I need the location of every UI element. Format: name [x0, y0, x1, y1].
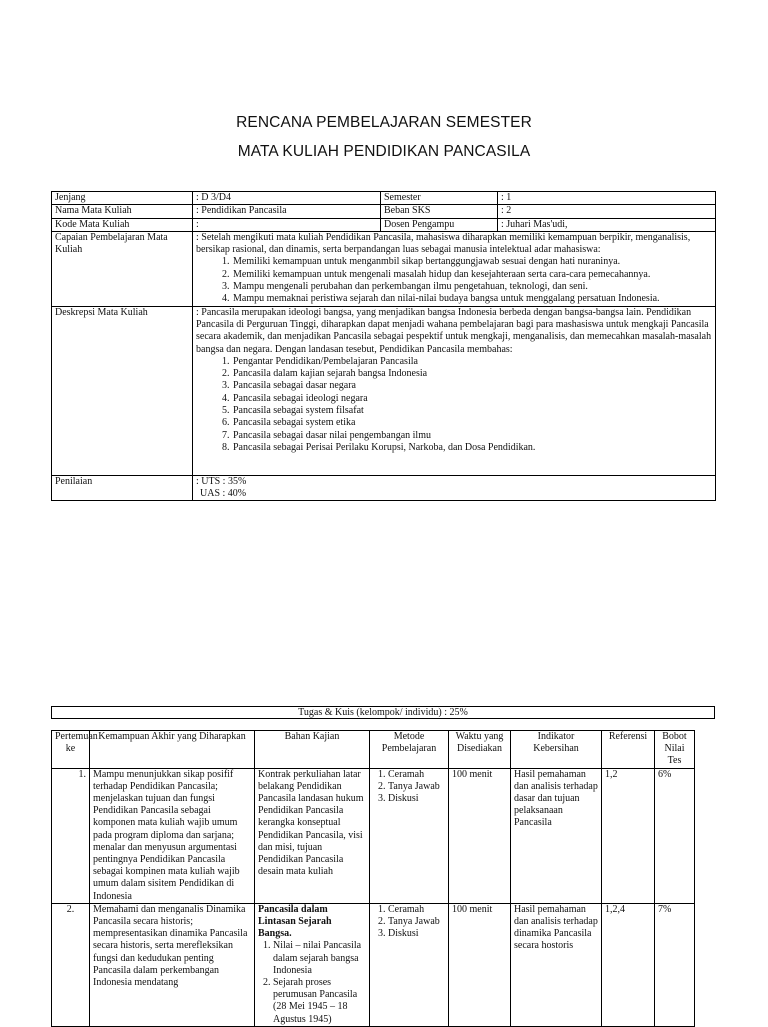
indikator-cell: Hasil pemahaman dan analisis terhadap dasar dan tujuan pelaksanaan Pancasila	[511, 768, 602, 903]
list-item: 3. Diskusi	[388, 928, 445, 940]
penilaian-uts: : UTS : 35%	[196, 475, 247, 487]
deskripsi-label: Deskrepsi Mata Kuliah	[52, 306, 193, 475]
col-header-pertemuan: Pertemuan ke	[52, 731, 90, 769]
list-item: 1. Pengantar Pendidikan/Pembelajaran Pancasila	[232, 356, 712, 368]
referensi-cell: 1,2,4	[602, 903, 655, 1026]
table-row	[52, 768, 695, 903]
list-item: 4. Pancasila sebagai ideologi negara	[232, 393, 712, 405]
beban-value: : 2	[498, 205, 716, 218]
table-row	[52, 903, 695, 1026]
list-item: 7. Pancasila sebagai dasar nilai pengembangan ilmu	[232, 430, 712, 442]
course-info-table	[51, 191, 716, 501]
kemampuan-cell: Mampu menunjukkan sikap posifif terhadap Pendidikan Pancasila; menjelaskan tujuan dan fungsi Pendidikan Pancasila sebagai komponen mata kuliah wajib umum pada program diploma dan sarjana; menalar dan menyusun argumentasi pentingnya Pendidikan Pancasila sebagai kompinen mata kuliah wajib umum dalam sisitem Pendidikan di Indonesia	[90, 768, 255, 903]
col-header-kemampuan: Kemampuan Akhir yang Diharapkan	[90, 731, 255, 769]
penilaian-label: Penilaian	[52, 475, 193, 501]
row-nama	[52, 205, 716, 218]
waktu-cell: 100 menit	[449, 903, 511, 1026]
row-penilaian	[52, 475, 716, 501]
metode-list	[373, 904, 445, 941]
indikator-cell: Hasil pemahaman dan analisis terhadap dinamika Pancasila secara hostoris	[511, 903, 602, 1026]
table-header-row	[52, 731, 695, 769]
nama-value: : Pendidikan Pancasila	[193, 205, 381, 218]
list-item: 1. Nilai – nilai Pancasila dalam sejarah bangsa Indonesia	[273, 940, 366, 977]
capaian-content	[193, 231, 716, 306]
semester-value: : 1	[498, 192, 716, 205]
col-header-bobot: Bobot Nilai Tes	[655, 731, 695, 769]
bobot-cell: 7%	[655, 903, 695, 1026]
bobot-cell: 6%	[655, 768, 695, 903]
capaian-list	[196, 256, 712, 305]
document-title: RENCANA PEMBELAJARAN SEMESTER	[236, 114, 532, 131]
metode-list	[373, 769, 445, 806]
list-item: 3. Mampu mengenali perubahan dan perkembangan ilmu pengetahuan, teknologi, dan seni.	[232, 281, 712, 293]
bahan-cell	[255, 903, 370, 1026]
kode-label: Kode Mata Kuliah	[52, 218, 193, 231]
waktu-cell: 100 menit	[449, 768, 511, 903]
col-header-bahan: Bahan Kajian	[255, 731, 370, 769]
list-item: 6. Pancasila sebagai system etika	[232, 417, 712, 429]
beban-label: Beban SKS	[381, 205, 498, 218]
kode-value: :	[193, 218, 381, 231]
list-item: 5. Pancasila sebagai system filsafat	[232, 405, 712, 417]
deskripsi-intro: : Pancasila merupakan ideologi bangsa, yang menjadikan bangsa Indonesia berbeda dengan bangsa-bangsa lain. Pendidikan Pancasila di Perguruan Tinggi, diharapkan dapat menjadi wahana pembelajaran bagi para mashasiswa untuk mengkaji Pancasila secara akademik, dan menjadikan Pancasila sebagai pespektif untuk mengkaji, menganalisis, dan memecahkan masalah-masalah bangsa dan negara. Dengan landasan tesebut, Pendidikan Pancasila membahas:	[196, 306, 712, 355]
list-item: 3. Pancasila sebagai dasar negara	[232, 380, 712, 392]
kemampuan-cell: Memahami dan menganalis Dinamika Pancasila secara historis; mempresentasikan dinamika Pancasila secara historis, serta merefleksikan fungsi dan kedudukan penting Pancasila dalam perkembangan Indonesia mendatang	[90, 903, 255, 1026]
row-number: 1.	[52, 768, 90, 903]
jenjang-value: : D 3/D4	[193, 192, 381, 205]
referensi-cell: 1,2	[602, 768, 655, 903]
metode-cell	[370, 768, 449, 903]
list-item: 3. Diskusi	[388, 793, 445, 805]
penilaian-uas: UAS : 40%	[200, 487, 247, 499]
deskripsi-content	[193, 306, 716, 475]
col-header-metode: Metode Pembelajaran	[370, 731, 449, 769]
dosen-label: Dosen Pengampu	[381, 218, 498, 231]
capaian-intro: : Setelah mengikuti mata kuliah Pendidikan Pancasila, mahasiswa diharapkan memiliki kemampuan berpikir, menganalisis, bersikap rasional, dan dinamis, serta berpandangan luas sebagai manusia intelektual adar mahasiswa:	[196, 231, 691, 256]
list-item: 2. Tanya Jawab	[388, 916, 445, 928]
list-item: 2. Memiliki kemampuan untuk mengenali masalah hidup dan kesejahteraan serta cara-cara pemecahannya.	[232, 269, 712, 281]
dosen-value: : Juhari Mas'udi,	[498, 218, 716, 231]
metode-cell	[370, 903, 449, 1026]
row-number: 2.	[52, 903, 90, 1026]
col-header-indikator: Indikator Kebersihan	[511, 731, 602, 769]
tugas-text: Tugas & Kuis (kelompok/ individu) : 25%	[52, 707, 715, 719]
jenjang-label: Jenjang	[52, 192, 193, 205]
capaian-label: Capaian Pembelajaran Mata Kuliah	[52, 231, 193, 306]
penilaian-content	[193, 475, 716, 501]
row-kode	[52, 218, 716, 231]
list-item: 8. Pancasila sebagai Perisai Perilaku Korupsi, Narkoba, dan Dosa Pendidikan.	[232, 442, 712, 454]
tugas-box	[51, 706, 715, 719]
bahan-list	[258, 940, 366, 1025]
bahan-cell: Kontrak perkuliahan latar belakang Pendidikan Pancasila landasan hukum Pendidikan Pancasila kerangka konseptual Pendidikan Pancasila, visi dan misi, tujuan Pendidikan Pancasila desain mata kuliah	[255, 768, 370, 903]
row-jenjang	[52, 192, 716, 205]
bahan-title: Pancasila dalam Lintasan Sejarah Bangsa.	[258, 903, 332, 940]
list-item: 2. Tanya Jawab	[388, 781, 445, 793]
row-deskripsi	[52, 306, 716, 475]
nama-label: Nama Mata Kuliah	[52, 205, 193, 218]
semester-label: Semester	[381, 192, 498, 205]
list-item: 4. Mampu memaknai peristiwa sejarah dan nilai-nilai budaya bangsa untuk menggalang persatuan Indonesia.	[232, 293, 712, 305]
list-item: 1. Memiliki kemampuan untuk menganmbil sikap bertanggungjawab sesuai dengan hati nuraninya.	[232, 256, 712, 268]
list-item: 2. Sejarah proses perumusan Pancasila (28 Mei 1945 – 18 Agustus 1945)	[273, 977, 366, 1026]
row-capaian	[52, 231, 716, 306]
col-header-waktu: Waktu yang Disediakan	[449, 731, 511, 769]
lesson-plan-table	[51, 730, 695, 1027]
list-item: 2. Pancasila dalam kajian sejarah bangsa Indonesia	[232, 368, 712, 380]
document-subtitle: MATA KULIAH PENDIDIKAN PANCASILA	[237, 143, 531, 160]
list-item: 1. Ceramah	[388, 904, 445, 916]
col-header-referensi: Referensi	[602, 731, 655, 769]
deskripsi-list	[196, 356, 712, 454]
list-item: 1. Ceramah	[388, 769, 445, 781]
